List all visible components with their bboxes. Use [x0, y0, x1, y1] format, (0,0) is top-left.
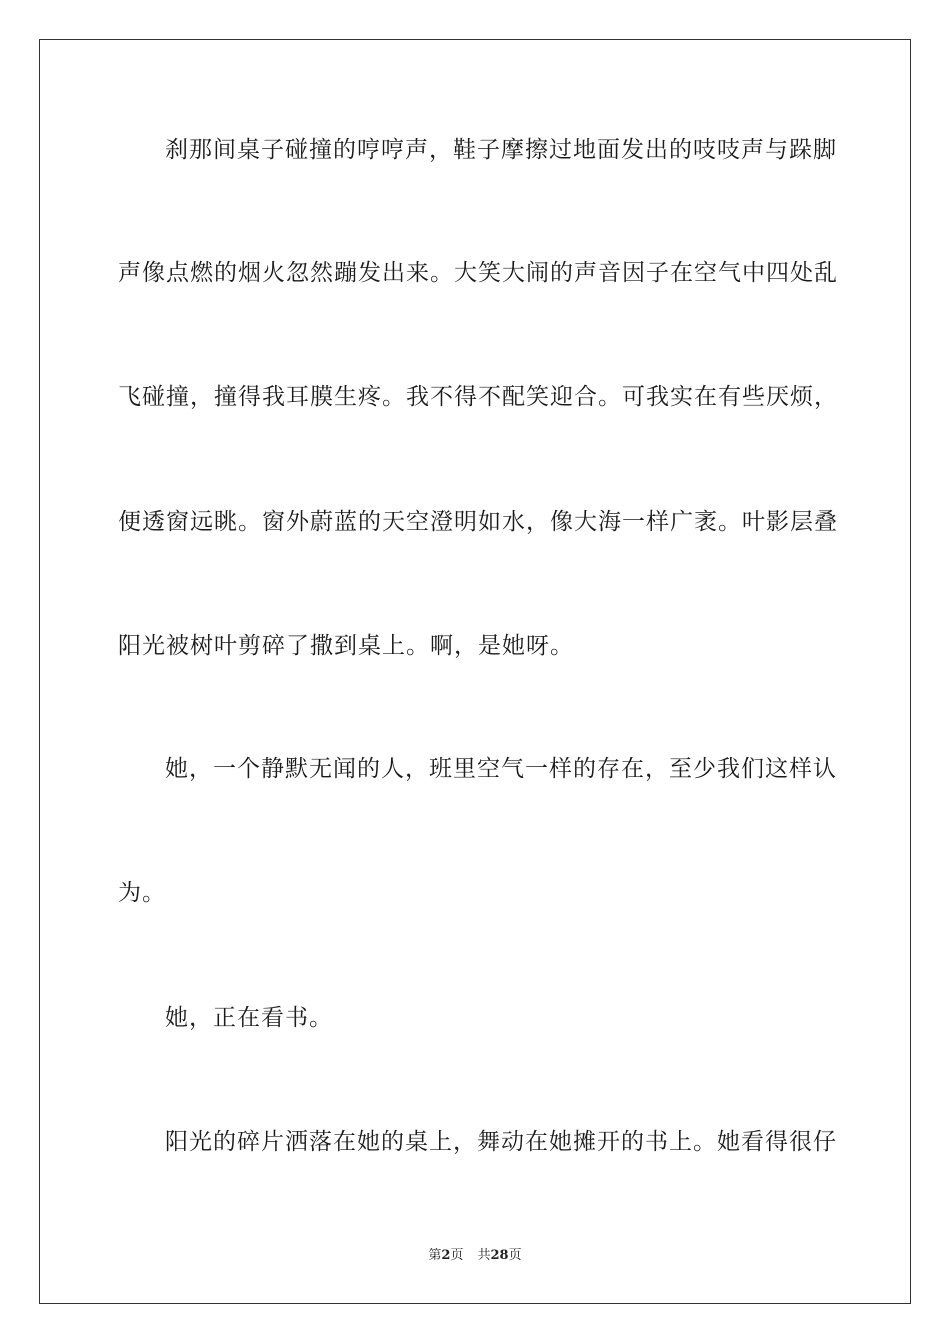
page-border	[39, 39, 911, 1304]
paragraph-line: 她，一个静默无闻的人，班里空气一样的存在，至少我们这样认	[165, 756, 837, 782]
page-suffix: 页	[450, 1248, 464, 1263]
paragraph-line: 声像点燃的烟火忽然蹦发出来。大笑大闹的声音因子在空气中四处乱	[118, 260, 838, 286]
total-suffix: 页	[508, 1248, 522, 1263]
page-footer	[0, 1247, 950, 1265]
paragraph-line: 飞碰撞，撞得我耳膜生疼。我不得不配笑迎合。可我实在有些厌烦，	[118, 384, 838, 410]
paragraph-line: 她，正在看书。	[165, 1005, 333, 1031]
paragraph-line: 为。	[118, 880, 166, 906]
page-prefix: 第	[428, 1248, 442, 1263]
page-number: 2	[441, 1248, 451, 1263]
paragraph-line: 便透窗远眺。窗外蔚蓝的天空澄明如水，像大海一样广袤。叶影层叠	[118, 509, 838, 535]
paragraph-line: 阳光的碎片洒落在她的桌上，舞动在她摊开的书上。她看得很仔	[165, 1129, 837, 1155]
total-prefix: 共	[477, 1248, 491, 1263]
paragraph-line: 刹那间桌子碰撞的哼哼声，鞋子摩擦过地面发出的吱吱声与跺脚	[165, 137, 837, 163]
total-pages: 28	[490, 1248, 509, 1263]
paragraph-line: 阳光被树叶剪碎了撒到桌上。啊，是她呀。	[118, 633, 574, 659]
